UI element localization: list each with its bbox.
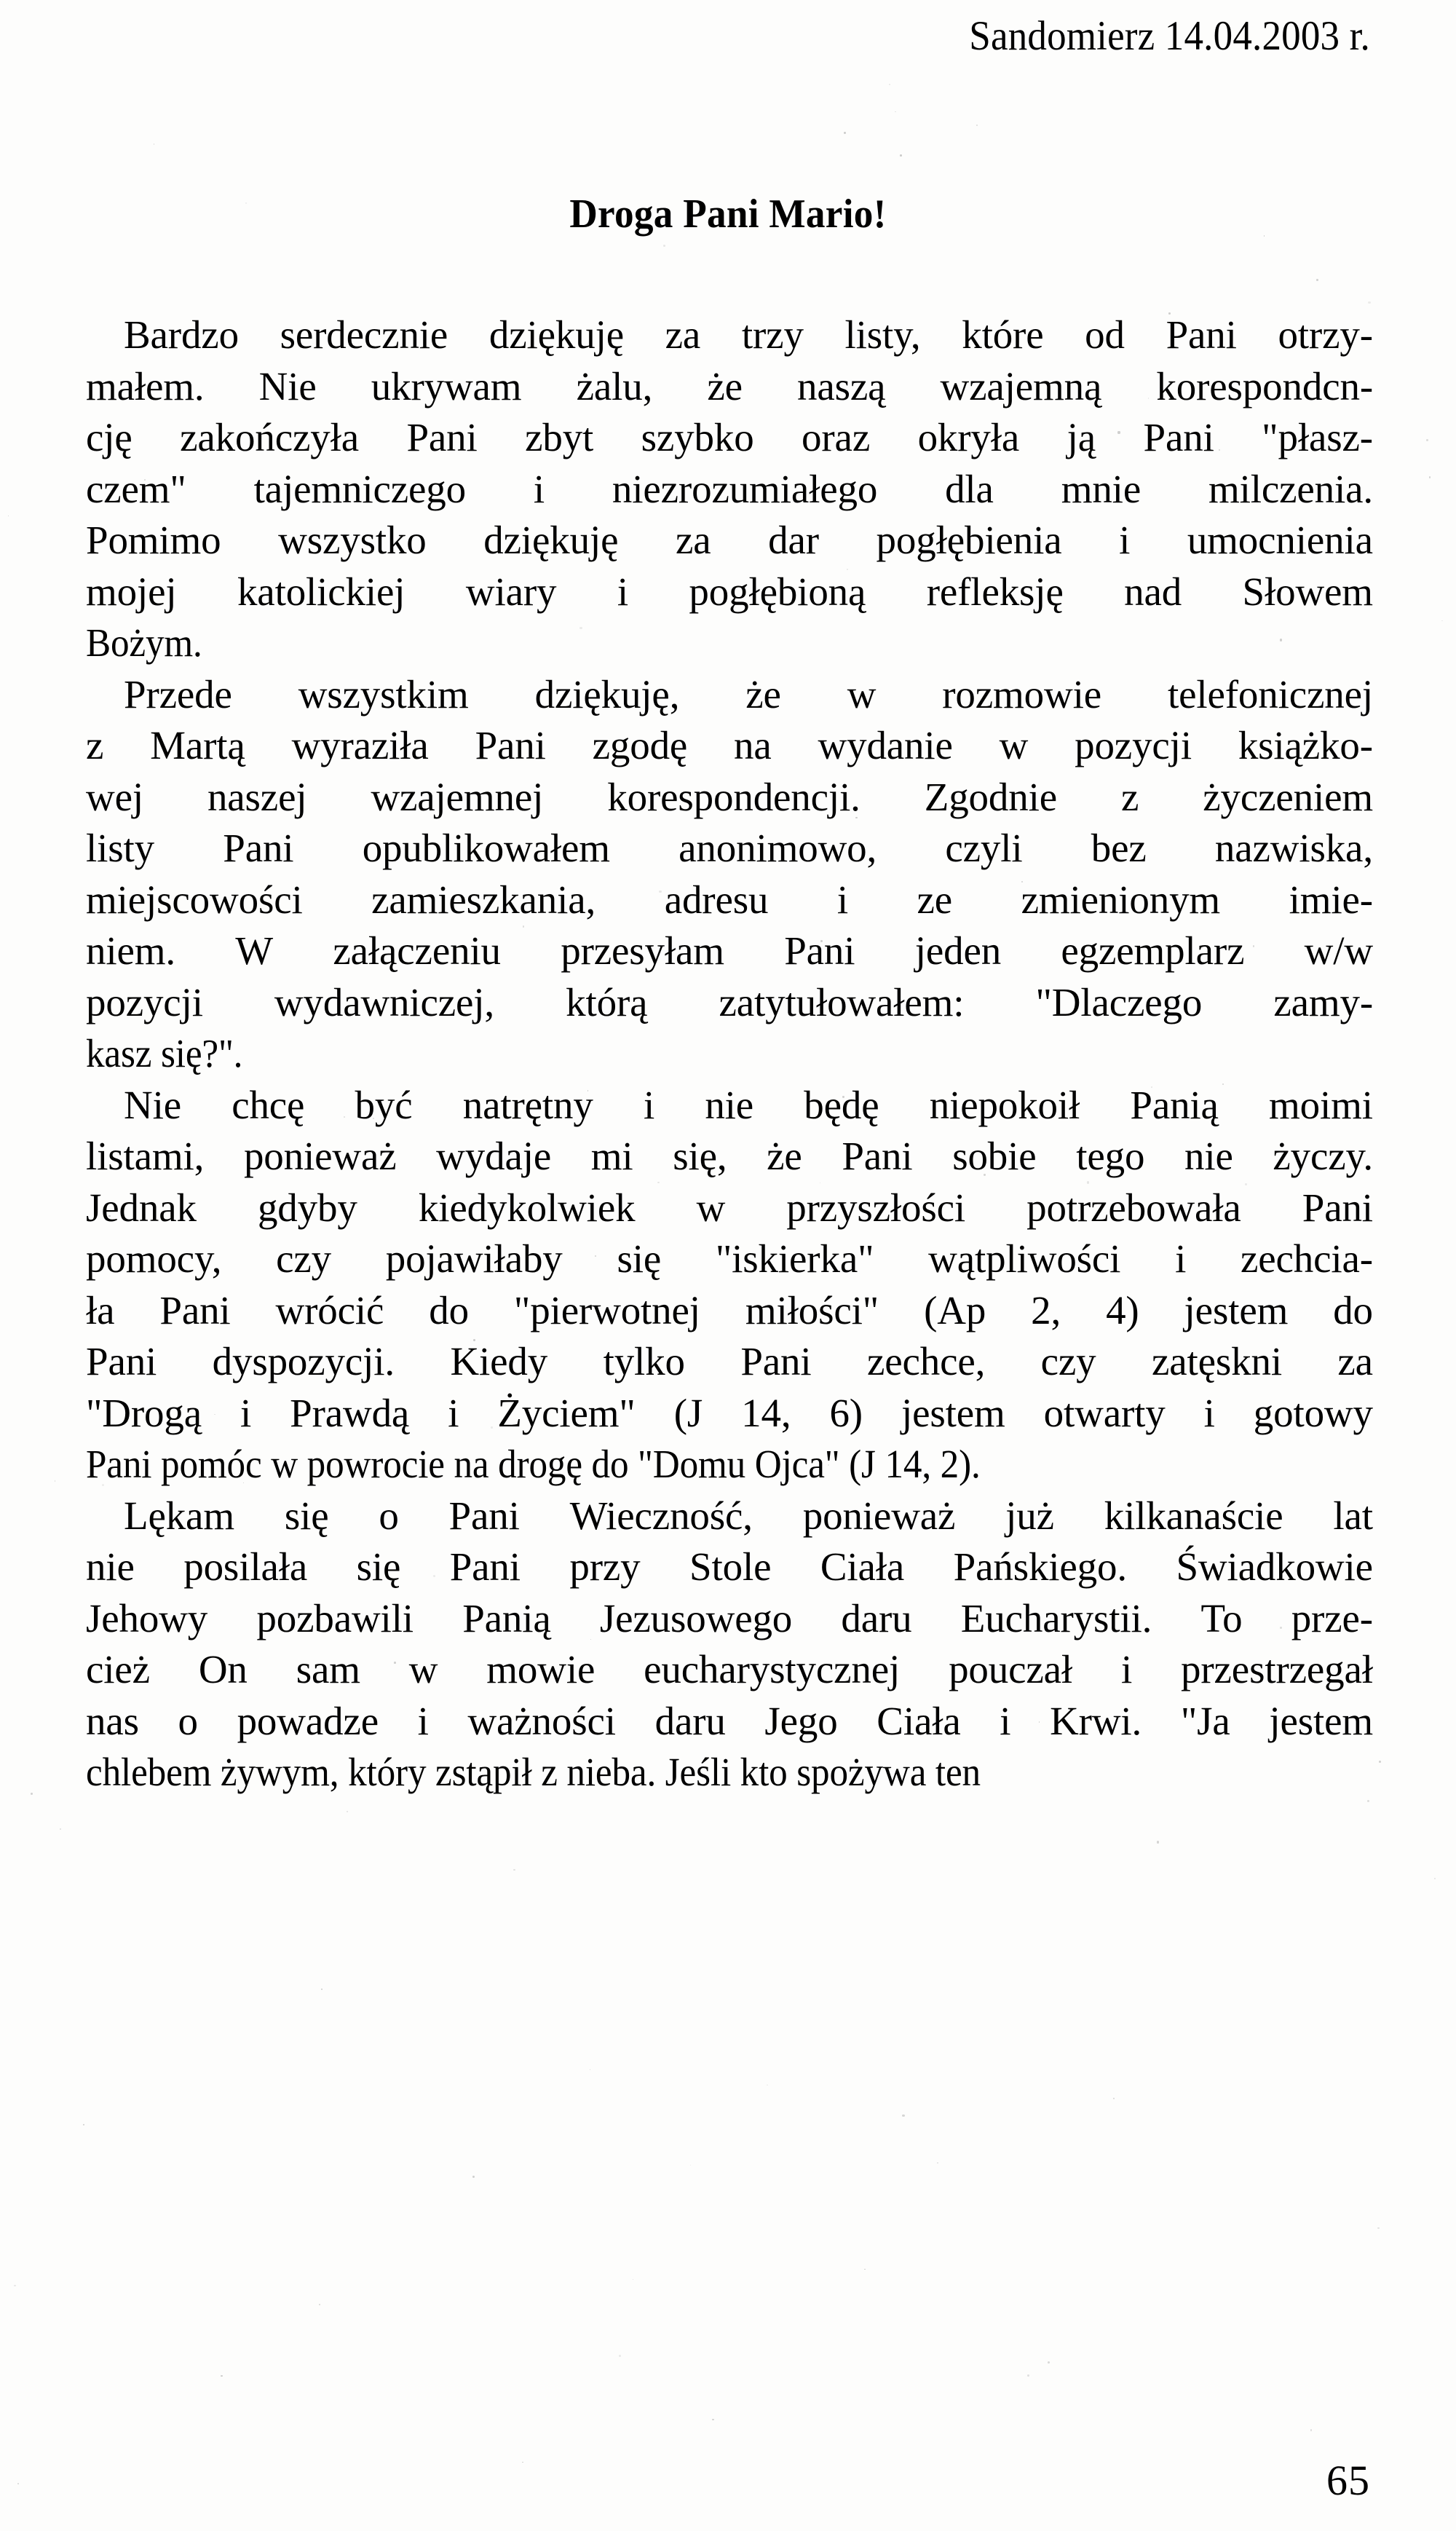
- text-line: Jehowy pozbawili Panią Jezusowego daru Eucharystii. To prze-: [86, 1595, 1373, 1640]
- paragraph: [86, 669, 1373, 1080]
- text-line: listami, ponieważ wydaje mi się, że Pani sobie tego nie życzy.: [86, 1134, 1373, 1178]
- page-number: 65: [1326, 2457, 1370, 2504]
- text-line: cież On sam w mowie eucharystycznej pouczał i przestrzegał: [86, 1647, 1373, 1691]
- text-line: czem" tajemniczego i niezrozumiałego dla mnie milczenia.: [86, 466, 1373, 511]
- paragraph: [86, 309, 1373, 669]
- text-line: nas o powadze i ważności daru Jego Ciała i Krwi. "Ja jestem: [86, 1698, 1373, 1743]
- text-line: małem. Nie ukrywam żalu, że naszą wzajemną korespondcn-: [86, 363, 1373, 408]
- paragraph: [86, 1080, 1373, 1490]
- text-line: Nie chcę być natrętny i nie będę niepokoił Panią moimi: [124, 1082, 1373, 1127]
- text-line: cję zakończyła Pani zbyt szybko oraz okryła ją Pani "płasz-: [86, 415, 1373, 459]
- text-line: Przede wszystkim dziękuję, że w rozmowie telefonicznej: [124, 671, 1373, 716]
- text-line: listy Pani opublikowałem anonimowo, czyli bez nazwiska,: [86, 826, 1373, 870]
- text-line: Pomimo wszystko dziękuję za dar pogłębienia i umocnienia: [86, 518, 1373, 562]
- date-header: Sandomierz 14.04.2003 r.: [969, 13, 1370, 59]
- text-line: chlebem żywym, który zstąpił z nieba. Jeśli kto spożywa ten: [86, 1750, 981, 1794]
- text-line: niem. W załączeniu przesyłam Pani jeden egzemplarz w/w: [86, 928, 1373, 973]
- text-line: Pani dyspozycji. Kiedy tylko Pani zechce, czy zatęskni za: [86, 1339, 1373, 1383]
- text-line: ła Pani wrócić do "pierwotnej miłości" (Ap 2, 4) jestem do: [86, 1287, 1373, 1332]
- text-line: miejscowości zamieszkania, adresu i ze zmienionym imie-: [86, 877, 1373, 922]
- text-line: Pani pomóc w powrocie na drogę do "Domu Ojca" (J 14, 2).: [86, 1442, 981, 1486]
- paragraph: [86, 1490, 1373, 1798]
- text-line: z Martą wyraziła Pani zgodę na wydanie w pozycji książko-: [86, 723, 1373, 767]
- text-line: "Drogą i Prawdą i Życiem" (J 14, 6) jestem otwarty i gotowy: [86, 1390, 1373, 1435]
- text-line: Bożym.: [86, 620, 202, 665]
- text-line: kasz się?".: [86, 1031, 243, 1075]
- text-line: pomocy, czy pojawiłaby się "iskierka" wątpliwości i zechcia-: [86, 1236, 1373, 1281]
- text-line: Bardzo serdecznie dziękuję za trzy listy, które od Pani otrzy-: [124, 312, 1373, 357]
- text-line: Lękam się o Pani Wieczność, ponieważ już kilkanaście lat: [124, 1493, 1373, 1538]
- text-line: wej naszej wzajemnej korespondencji. Zgodnie z życzeniem: [86, 774, 1373, 819]
- text-line: nie posilała się Pani przy Stole Ciała Pańskiego. Świadkowie: [86, 1544, 1373, 1589]
- text-line: pozycji wydawniczej, którą zatytułowałem: "Dlaczego zamy-: [86, 979, 1373, 1024]
- text-line: mojej katolickiej wiary i pogłębioną refleksję nad Słowem: [86, 569, 1373, 614]
- salutation-heading: Droga Pani Mario!: [569, 191, 887, 237]
- letter-body: [86, 309, 1373, 1798]
- text-line: Jednak gdyby kiedykolwiek w przyszłości potrzebowała Pani: [86, 1185, 1373, 1230]
